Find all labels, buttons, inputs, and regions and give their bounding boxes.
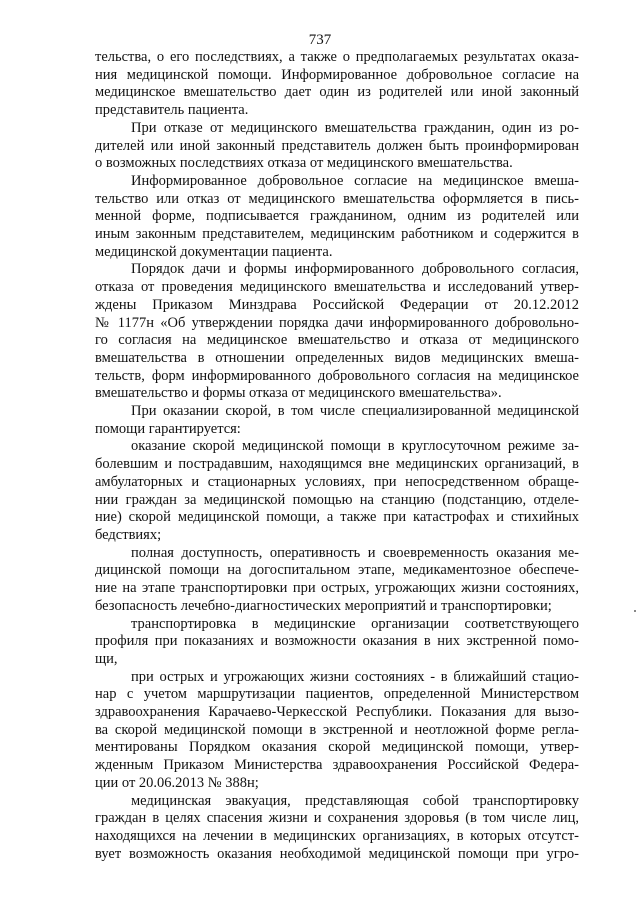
text-line: помощи гарантируется: <box>95 420 241 437</box>
text-line: жденным Приказом Министерства здравоохранения Российской Федера- <box>95 757 579 774</box>
text-line: бедствиях; <box>95 526 162 543</box>
paragraph-first-line: При оказании скорой, в том числе специализированной медицинской <box>131 403 579 420</box>
text-line: болевшим и пострадавшим, находящимся вне медицинских организаций, в <box>95 456 579 473</box>
paragraph-first-line: оказание скорой медицинской помощи в круглосуточном режиме за- <box>131 438 579 455</box>
paragraph-first-line: Порядок дачи и формы информированного добровольного согласия, <box>131 261 579 278</box>
text-line: медицинское вмешательство дает один из родителей или иной законный <box>95 84 579 101</box>
text-line: нии граждан за медицинской помощью на станцию (подстанцию, отделе- <box>95 491 579 508</box>
paragraph-first-line: медицинская эвакуация, представляющая собой транспортировку <box>131 792 579 809</box>
text-line: отказа от проведения медицинского вмешательства и исследований утвер- <box>95 279 579 296</box>
text-line: вмешательство и формы отказа от медицинского вмешательства». <box>95 385 502 402</box>
text-line: вмешательства в отношении определенных видов медицинских вмеша- <box>95 349 579 366</box>
text-line: тельства, о его последствиях, а также о предполагаемых результатах оказа- <box>95 49 579 65</box>
text-line: здравоохранения Карачаево-Черкесской Республики. Показания для вызо- <box>95 704 579 721</box>
text-line: безопасность лечебно-диагностических мероприятий и транспортировки; <box>95 597 552 614</box>
text-line: ва скорой медицинской помощи в экстренной и неотложной форме регла- <box>95 721 579 738</box>
text-line: ждены Приказом Минздрава Российской Федерации от 20.12.2012 <box>95 296 579 313</box>
text-line: № 1177н «Об утверждении порядка дачи информированного добровольно- <box>95 314 579 331</box>
text-line: вует возможность оказания необходимой медицинской помощи при угро- <box>95 845 579 862</box>
paragraph-first-line: полная доступность, оперативность и своевременность оказания ме- <box>131 544 579 561</box>
text-line: тельств, форм информированного добровольного согласия на медицинское <box>95 367 579 384</box>
text-line: дителей или иной законный представитель должен быть проинформирован <box>95 137 579 154</box>
text-line: граждан в целях спасения жизни и сохранения здоровья (в том числе лиц, <box>95 810 579 827</box>
scan-dot <box>634 610 636 612</box>
paragraph-first-line: при острых и угрожающих жизни состояниях - в ближайший стацио- <box>131 668 579 685</box>
paragraph-first-line: При отказе от медицинского вмешательства гражданин, один из ро- <box>131 119 579 136</box>
text-line: менной форме, подписывается гражданином, одним из родителей или <box>95 208 579 225</box>
text-line: о возможных последствиях отказа от медицинского вмешательства. <box>95 155 513 172</box>
text-line: щи, <box>95 650 118 667</box>
text-line: находящихся на лечении в медицинских организациях, в которых отсутст- <box>95 827 579 844</box>
page-number: 737 <box>308 32 332 48</box>
text-line: ния медицинской помощи. Информированное добровольное согласие на <box>95 66 579 83</box>
text-line: иным законным представителем, медицинским работником и содержится в <box>95 226 579 243</box>
text-line: ментированы Порядком оказания скорой медицинской помощи, утвер- <box>95 739 579 756</box>
text-line: го согласия на медицинское вмешательство и отказа от медицинского <box>95 332 579 349</box>
text-line: ции от 20.06.2013 № 388н; <box>95 774 259 791</box>
text-line: ние на этапе транспортировки при острых, угрожающих жизни состояниях, <box>95 580 579 597</box>
paragraph-first-line: Информированное добровольное согласие на медицинское вмеша- <box>131 172 579 189</box>
text-line: профиля при показаниях и возможности оказания в них экстренной помо- <box>95 633 579 650</box>
text-line: ние) скорой медицинской помощи, а также при катастрофах и стихийных <box>95 509 579 526</box>
text-line: тельство или отказ от медицинского вмешательства оформляется в пись- <box>95 190 579 207</box>
paragraph-first-line: транспортировка в медицинские организации соответствующего <box>131 615 579 632</box>
text-line: нар с учетом маршрутизации пациентов, определенной Министерством <box>95 686 579 703</box>
body-text <box>95 49 579 863</box>
text-line: представитель пациента. <box>95 102 249 119</box>
text-line: медицинской документации пациента. <box>95 243 333 260</box>
text-line: амбулаторных и стационарных условиях, при непосредственном обраще- <box>95 473 579 490</box>
text-line: дицинской помощи на догоспитальном этапе, медикаментозное обеспече- <box>95 562 579 579</box>
